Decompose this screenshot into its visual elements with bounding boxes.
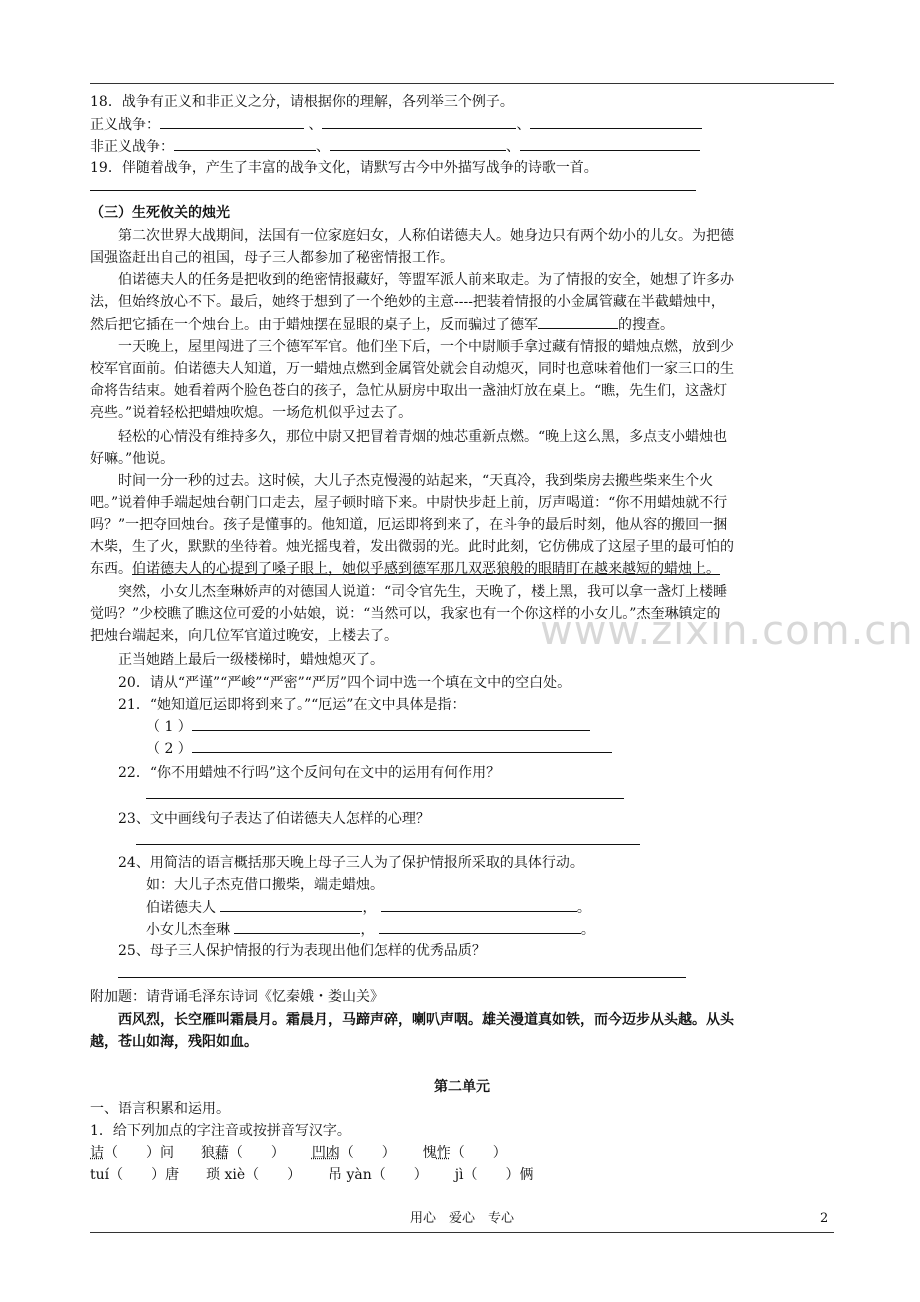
passage-line: 木柴，生了火，默默的坐待着。烛光摇曳着，发出微弱的光。此时此刻，它仿佛成了这屋子里的最可怕的 — [90, 539, 734, 555]
comma: ， — [360, 922, 375, 938]
answer-blank[interactable] — [118, 963, 686, 978]
q18-text: 18．战争有正义和非正义之分，请根据你的理解，各列举三个例子。 — [90, 94, 514, 110]
unit-title: 第二单元 — [434, 1079, 490, 1095]
passage-line: 觉吗？”少校瞧了瞧这位可爱的小姑娘，说：“当然可以，我家也有一个你这样的小女儿。”杰奎琳镇定的 — [90, 606, 721, 622]
item-rest: （ ）问 — [104, 1145, 174, 1161]
separator: 、 — [316, 139, 330, 155]
answer-blank[interactable] — [192, 716, 590, 731]
item-number: （ 1 ） — [146, 719, 192, 735]
pinyin-item[interactable]: tuí（ ）唐 — [90, 1167, 180, 1183]
passage-line: 轻松的心情没有维持多久，那位中尉又把冒着青烟的烛芯重新点燃。“晚上这么黑，多点支小蜡烛也 — [118, 429, 728, 445]
q18-unjust-label: 非正义战争： — [90, 139, 174, 155]
passage-line-underlined — [90, 559, 720, 579]
passage-line: 正当她踏上最后一级楼梯时，蜡烛熄灭了。 — [118, 652, 384, 668]
footer-rule — [90, 1232, 834, 1233]
pinyin-row-1 — [90, 1143, 507, 1163]
poem-line: 越，苍山如海，残阳如血。 — [90, 1034, 258, 1050]
answer-blank[interactable] — [520, 136, 700, 151]
q21-item-1 — [146, 716, 590, 737]
pinyin-row-2 — [90, 1165, 534, 1185]
passage-line: 好嘛。”他说。 — [90, 451, 175, 467]
q18-just-row — [90, 114, 702, 135]
item-number: （ 2 ） — [146, 741, 192, 757]
q25-text: 25、母子三人保护情报的行为表现出他们怎样的优秀品质？ — [118, 943, 486, 959]
answer-blank[interactable] — [220, 897, 362, 912]
answer-blank[interactable] — [192, 738, 612, 753]
pinyin-item[interactable]: 吊 yàn（ ） — [328, 1167, 428, 1183]
q22-answer-row — [146, 784, 624, 805]
pinyin-item[interactable] — [90, 1145, 174, 1161]
q22-text: 22．“你不用蜡烛不行吗”这个反问句在文中的运用有何作用？ — [118, 765, 501, 781]
comma: ， — [362, 900, 377, 916]
separator: 、 — [506, 139, 520, 155]
underlined-sentence: 伯诺德夫人的心提到了嗓子眼上，她似乎感到德军那几双恶狼般的眼睛盯在越来越短的蜡烛上。 — [132, 561, 720, 577]
answer-blank[interactable] — [530, 114, 702, 129]
answer-blank[interactable] — [136, 830, 640, 845]
passage-line: 吧。”说着伸手端起烛台朝门口走去，屋子顿时暗下来。中尉快步赶上前，厉声喝道：“你不用蜡烛就不行 — [90, 495, 728, 511]
q25-answer-row — [118, 963, 686, 984]
section-title: （三）生死攸关的烛光 — [90, 205, 230, 221]
passage-line: 命将告结束。她看着两个脸色苍白的孩子，急忙从厨房中取出一盏油灯放在桌上。“瞧，先生们，这盏灯 — [90, 383, 728, 399]
q21-text: 21．“她知道厄运即将到来了。”“厄运”在文中具体是指： — [118, 697, 466, 713]
q19-text: 19．伴随着战争，产生了丰富的战争文化，请默写古今中外描写战争的诗歌一首。 — [90, 160, 598, 176]
passage-line: 国强盗赶出自己的祖国，母子三人都参加了秘密情报工作。 — [90, 250, 454, 266]
passage-line-with-blank — [90, 314, 674, 335]
answer-blank[interactable] — [90, 176, 696, 191]
passage-line: 突然，小女儿杰奎琳娇声的对德国人说道：“司令官先生，天晚了，楼上黑，我可以拿一盏灯上楼睡 — [118, 584, 728, 600]
period: 。 — [580, 922, 595, 938]
passage-line: 时间一分一秒的过去。这时候，大儿子杰克慢漫的站起来，“天真冷，我到柴房去搬些柴来生个火 — [118, 473, 714, 489]
plain-char: 狼 — [200, 1145, 215, 1161]
item-rest: （ ） — [339, 1145, 396, 1161]
q1-text: 1．给下列加点的字注音或按拼音写汉字。 — [90, 1123, 351, 1139]
q24-daughter-label: 小女儿杰奎琳 — [146, 922, 230, 938]
q21-item-2 — [146, 738, 612, 759]
poem-line: 西风烈，长空雁叫霜晨月。霜晨月，马蹄声碎，喇叭声咽。雄关漫道真如铁，而今迈步从头越。从头 — [118, 1012, 734, 1028]
q24-daughter-row — [146, 919, 595, 940]
dotted-char: 怍 — [436, 1145, 451, 1161]
q19-answer-row — [90, 176, 696, 197]
q23-text: 23、文中画线句子表达了伯诺德夫人怎样的心理？ — [118, 811, 430, 827]
passage-line: 第二次世界大战期间，法国有一位家庭妇女，人称伯诺德夫人。她身边只有两个幼小的儿女。为把德 — [118, 228, 734, 244]
q24-mother-label: 伯诺德夫人 — [146, 900, 216, 916]
footer-center: 用心 爱心 专心 — [409, 1211, 514, 1226]
q24-example: 如：大儿子杰克借口搬柴，端走蜡烛。 — [146, 877, 384, 893]
pinyin-item[interactable] — [201, 1145, 285, 1161]
passage-line: 法，但始终放心不下。最后，她终于想到了一个绝妙的主意----把装着情报的小金属管藏在半截蜡烛中， — [90, 294, 725, 310]
pinyin-item[interactable]: 琐 xiè（ ） — [206, 1167, 302, 1183]
q18-unjust-row — [90, 136, 700, 157]
answer-blank[interactable] — [174, 136, 316, 151]
q24-text: 24、用简洁的语言概括那天晚上母子三人为了保护情报所采取的具体行动。 — [118, 855, 584, 871]
watermark: www.zixin.com.cn — [540, 608, 914, 654]
answer-blank[interactable] — [330, 136, 506, 151]
q23-answer-row — [136, 830, 640, 851]
passage-line: 吗？”一把夺回烛台。孩子是懂事的。他知道，厄运即将到来了，在斗争的最后时刻，他从容的搬回一捆 — [90, 517, 728, 533]
fill-blank[interactable] — [538, 314, 618, 329]
q18-just-label: 正义战争： — [90, 117, 160, 133]
answer-blank[interactable] — [146, 784, 624, 799]
page-number: 2 — [820, 1211, 829, 1226]
passage-text: 的搜查。 — [618, 317, 674, 333]
passage-line: 校军官面前。伯诺德夫人知道，万一蜡烛点燃到金属管处就会自动熄灭，同时也意味着他们一家三口的生 — [90, 361, 734, 377]
dotted-char: 诘 — [90, 1145, 104, 1161]
separator: 、 — [308, 117, 323, 133]
passage-text: 东西。 — [90, 561, 132, 577]
answer-blank[interactable] — [234, 919, 360, 934]
plain-char: 愧 — [422, 1145, 437, 1161]
passage-line: 伯诺德夫人的任务是把收到的绝密情报藏好，等盟军派人前来取走。为了情报的安全，她想了许多办 — [118, 272, 734, 288]
pinyin-item[interactable] — [423, 1145, 507, 1161]
pinyin-item[interactable]: jì（ ）俩 — [454, 1167, 534, 1183]
q20-text: 20．请从“严谨”“严峻”“严密”“严厉”四个词中选一个填在文中的空白处。 — [118, 675, 572, 691]
period: 。 — [576, 900, 591, 916]
passage-line: 一天晚上，屋里闯进了三个德军军官。他们坐下后，一个中尉顺手拿过藏有情报的蜡烛点燃，放到少 — [118, 339, 734, 355]
passage-line: 把烛台端起来，向几位军官道过晚安，上楼去了。 — [90, 628, 398, 644]
extra-title: 附加题：请背诵毛泽东诗词《忆秦娥・娄山关》 — [90, 989, 384, 1005]
answer-blank[interactable] — [160, 114, 304, 129]
pinyin-item[interactable] — [312, 1145, 396, 1161]
dotted-char: 凹凼 — [311, 1145, 340, 1161]
item-rest: （ ） — [450, 1145, 507, 1161]
answer-blank[interactable] — [379, 919, 581, 934]
separator: 、 — [516, 117, 531, 133]
header-rule — [90, 83, 834, 84]
answer-blank[interactable] — [322, 114, 516, 129]
section-heading: 一、语言积累和运用。 — [90, 1101, 230, 1117]
answer-blank[interactable] — [381, 897, 577, 912]
dotted-char: 藉 — [214, 1145, 229, 1161]
passage-line: 亮些。”说着轻松把蜡烛吹熄。一场危机似乎过去了。 — [90, 405, 413, 421]
passage-text: 然后把它插在一个烛台上。由于蜡烛摆在显眼的桌子上，反而骗过了德军 — [90, 317, 538, 333]
item-rest: （ ） — [228, 1145, 285, 1161]
q24-mother-row — [146, 897, 591, 918]
